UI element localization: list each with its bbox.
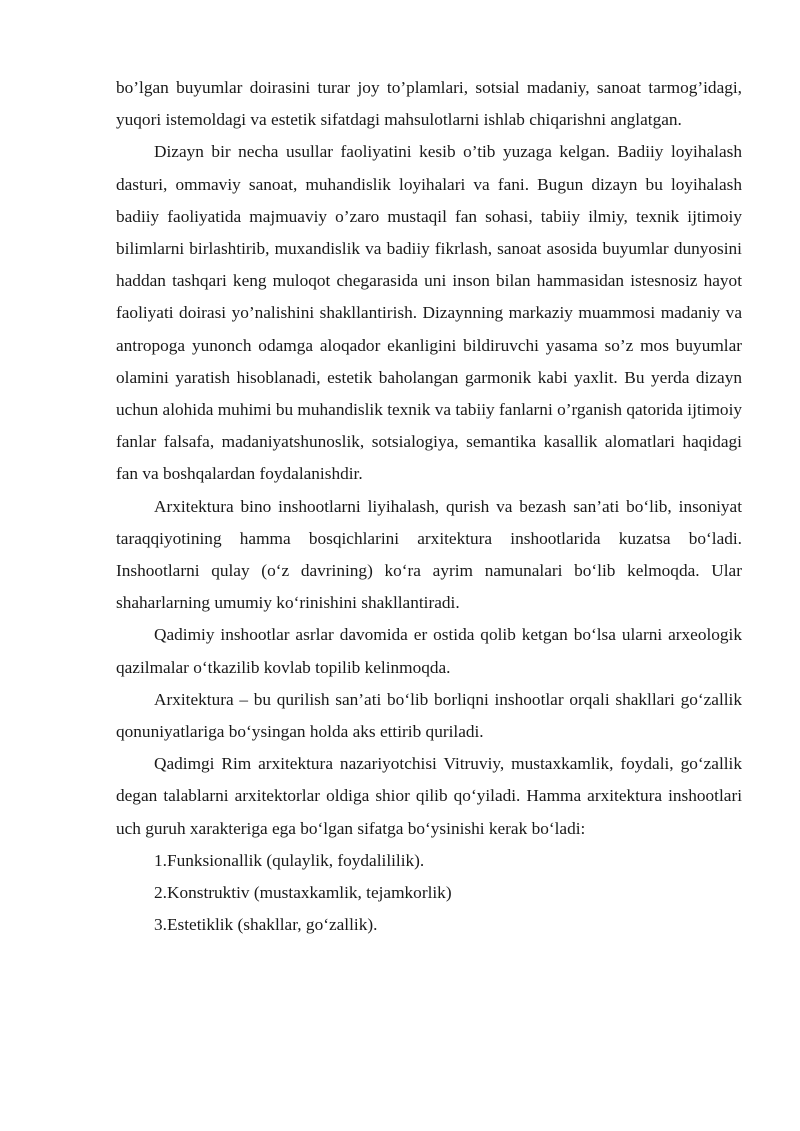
list-item-estetiklik: 3.Estetiklik (shakllar, go‘zallik).: [154, 915, 378, 935]
list-item-funksionallik: 1.Funksionallik (qulaylik, foydalililik).: [154, 850, 425, 870]
list-item-konstruktiv: 2.Konstruktiv (mustaxkamlik, tejamkorlik): [154, 883, 452, 903]
document-body: [116, 72, 742, 941]
paragraph-continuation: bo’lgan buyumlar doirasini turar joy to’plamlari, sotsial madaniy, sanoat tarmog’idagi, yuqori istemoldagi va estetik sifatdagi mahsulotlarni ishlab chiqarishni anglatgan.: [116, 78, 742, 130]
paragraph-vitruviy: Qadimgi Rim arxitektura nazariyotchisi Vitruviy, mustaxkamlik, foydali, go‘zallik degan talablarni arxitektorlar oldiga shior qilib qo‘yiladi. Hamma arxitektura inshootlari uch guruh xarakteriga ega bo‘lgan sifatga bo‘ysinishi kerak bo‘ladi:: [116, 754, 742, 838]
paragraph-qadimiy-inshootlar: Qadimiy inshootlar asrlar davomida er ostida qolib ketgan bo‘lsa ularni arxeologik qazilmalar o‘tkazilib kovlab topilib kelinmoqda.: [116, 625, 742, 677]
paragraph-dizayn: Dizayn bir necha usullar faoliyatini kesib o’tib yuzaga kelgan. Badiiy loyihalash dasturi, ommaviy sanoat, muhandislik loyihalari va fani. Bugun dizayn bu loyihalash badiiy faoliyatida majmuaviy o’zaro mustaqil fan sohasi, tabiiy ilmiy, texnik ijtimoiy bilimlarni birlashtirib, muxandislik va badiiy fikrlash, sanoat asosida buyumlar dunyosini haddan tashqari keng muloqot chegarasida uni inson bilan hammasidan istesnosiz hayot faoliyati doirasi yo’nalishini shakllantirish. Dizaynning markaziy muammosi madaniy va antropoga yunonch odamga aloqador ekanligini bildiruvchi yasama so’z mos buyumlar olamini yaratish hisoblanadi, estetik baholangan garmonik kabi yaxlit. Bu yerda dizayn uchun alohida muhimi bu muhandislik texnik va tabiiy fanlarni o’rganish qatorida ijtimoiy fanlar falsafa, madaniyatshunoslik, sotsialogiya, semantika kasallik alomatlari haqidagi fan va boshqalardan foydalanishdir.: [116, 142, 743, 484]
paragraph-arxitektura-definition: Arxitektura bino inshootlarni liyihalash, qurish va bezash san’ati bo‘lib, insoniyat taraqqiyotining hamma bosqichlarini arxitektura inshootlarida kuzatsa bo‘ladi. Inshootlarni qulay (o‘z davrining) ko‘ra ayrim namunalari bo‘lib kelmoqda. Ular shaharlarning umumiy ko‘rinishini shakllantiradi.: [116, 496, 742, 613]
paragraph-arxitektura-sanati: Arxitektura – bu qurilish san’ati bo‘lib borliqni inshootlar orqali shakllari go‘zallik qonuniyatlariga bo‘ysingan holda aks ettirib quriladi.: [116, 689, 742, 742]
